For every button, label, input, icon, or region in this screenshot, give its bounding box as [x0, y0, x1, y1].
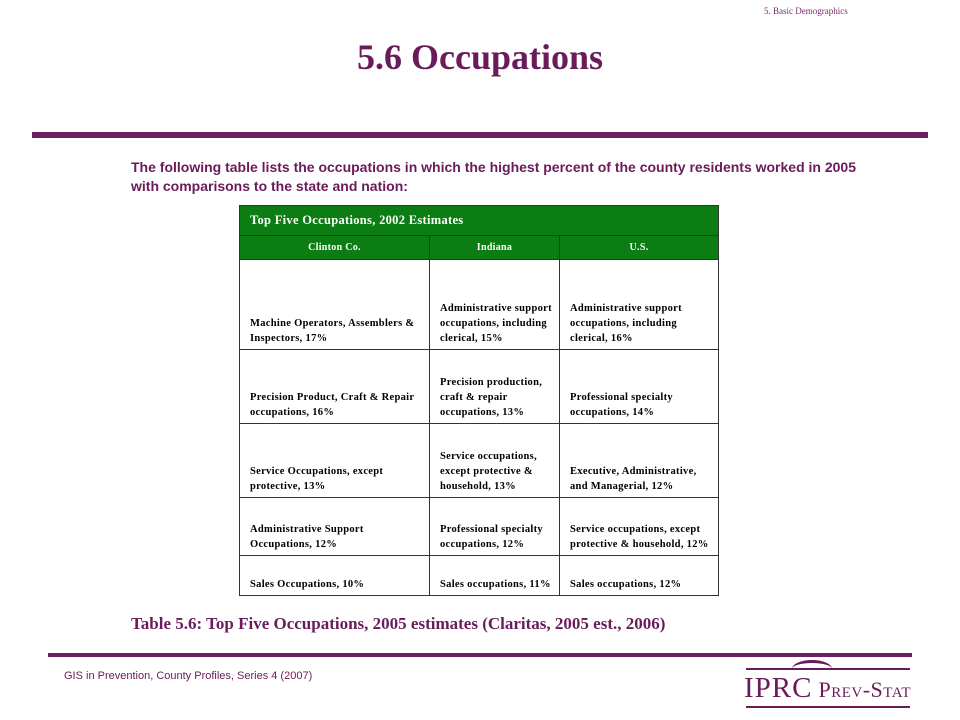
table-cell: Service occupations, except protective & household, 12%: [560, 498, 719, 556]
table-cell: Sales occupations, 11%: [430, 556, 560, 596]
table-row: [240, 260, 719, 350]
column-header-clinton: Clinton Co.: [240, 236, 430, 260]
page-title: 5.6 Occupations: [356, 37, 604, 77]
intro-paragraph: The following table lists the occupations in which the highest percent of the county residents worked in 2005 with comparisons to the state and nation:: [131, 159, 856, 194]
table-cell: Administrative support occupations, including clerical, 16%: [560, 260, 719, 350]
table-cell: Service Occupations, except protective, 13%: [240, 424, 430, 498]
table-cell: Administrative support occupations, including clerical, 15%: [430, 260, 560, 350]
table-cell: Professional specialty occupations, 12%: [430, 498, 560, 556]
table-cell: Administrative Support Occupations, 12%: [240, 498, 430, 556]
table-row: [240, 424, 719, 498]
table-header-row: [240, 236, 719, 260]
logo-prev-stat: Prev-Stat: [818, 677, 912, 702]
column-header-indiana: Indiana: [430, 236, 560, 260]
logo-iprc: IPRC: [744, 672, 813, 704]
table-row: [240, 498, 719, 556]
table-cell: Sales occupations, 12%: [560, 556, 719, 596]
table-title-row: [240, 206, 719, 236]
table-cell: Service occupations, except protective & household, 13%: [430, 424, 560, 498]
table-title: Top Five Occupations, 2002 Estimates: [240, 206, 719, 236]
table-row: [240, 350, 719, 424]
table-cell: Executive, Administrative, and Managerial, 12%: [560, 424, 719, 498]
column-header-us: U.S.: [560, 236, 719, 260]
logo-bottom-line: [746, 706, 910, 708]
occupations-table: [239, 205, 719, 596]
table-cell: Precision Product, Craft & Repair occupations, 16%: [240, 350, 430, 424]
top-divider: [32, 132, 928, 138]
section-label: 5. Basic Demographics: [764, 6, 848, 16]
logo-text: [744, 672, 911, 705]
iprc-prev-stat-logo: [740, 666, 916, 710]
bottom-divider: [48, 653, 912, 657]
table-row: [240, 556, 719, 596]
table-cell: Sales Occupations, 10%: [240, 556, 430, 596]
table-cell: Machine Operators, Assemblers & Inspectors, 17%: [240, 260, 430, 350]
footer-text: GIS in Prevention, County Profiles, Series 4 (2007): [64, 670, 313, 682]
table-cell: Professional specialty occupations, 14%: [560, 350, 719, 424]
table-cell: Precision production, craft & repair occupations, 13%: [430, 350, 560, 424]
table-caption: Table 5.6: Top Five Occupations, 2005 estimates (Claritas, 2005 est., 2006): [131, 614, 666, 633]
